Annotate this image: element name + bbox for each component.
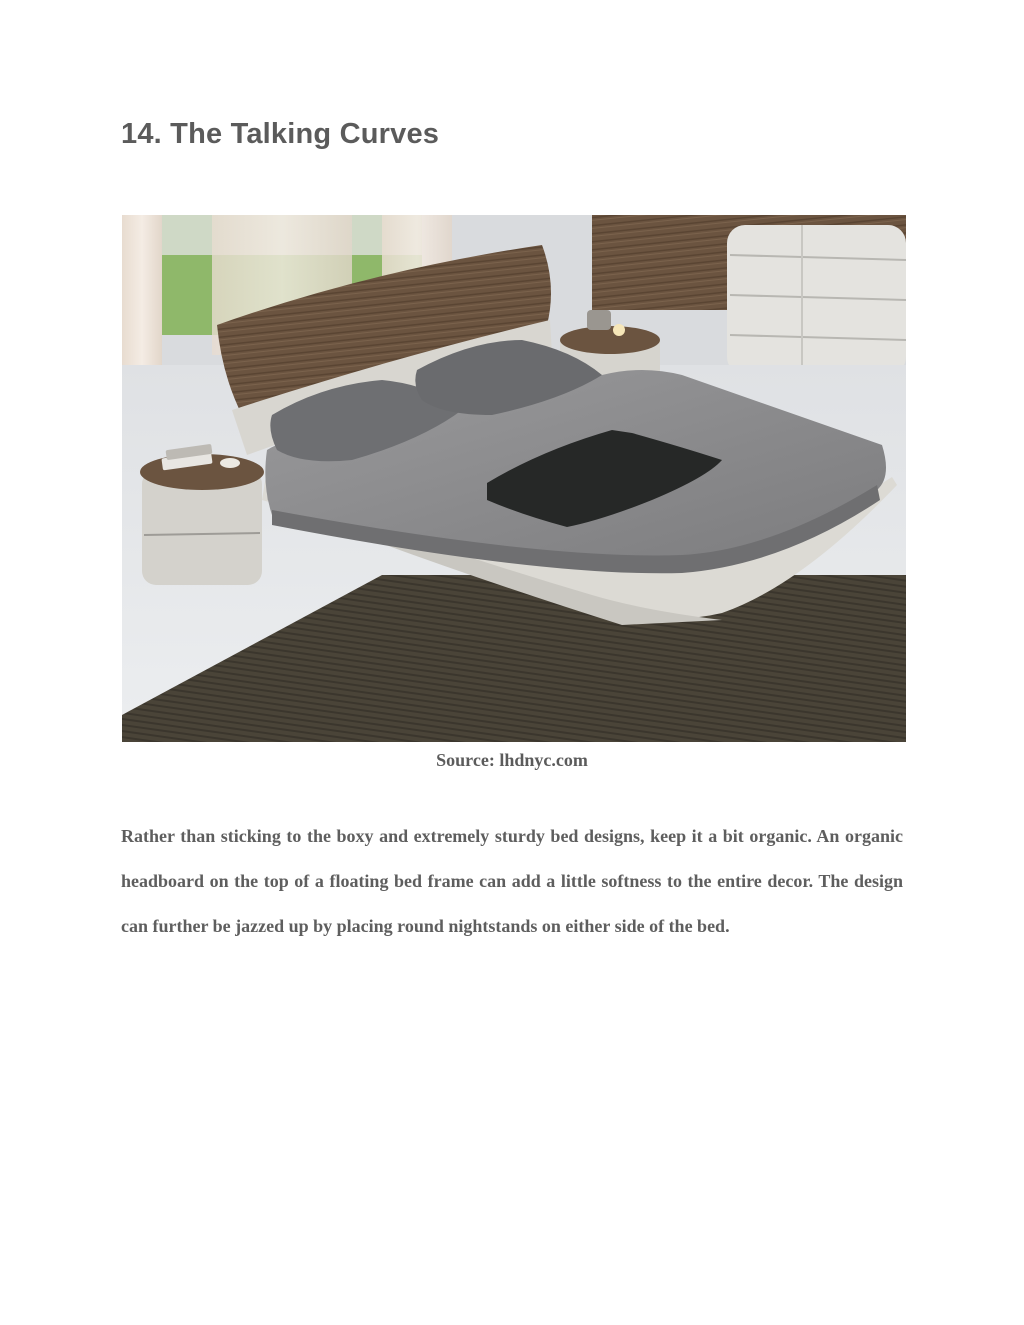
wall-panel [592,215,732,310]
nightstand-left [140,444,264,585]
bed-illustration [122,215,906,742]
bed-photo [122,215,906,742]
curtain-left [122,215,162,365]
article-paragraph: Rather than sticking to the boxy and extremely sturdy bed designs, keep it a bit organic. An organic headboard on the top of a floating bed frame can add a little softness to the entire decor. The design can further be jazzed up by placing round nightstands on either side of the bed. [121,826,903,936]
image-source-caption: Source: lhdnyc.com [436,750,588,770]
section-heading: 14. The Talking Curves [121,118,440,150]
dresser [722,215,906,375]
